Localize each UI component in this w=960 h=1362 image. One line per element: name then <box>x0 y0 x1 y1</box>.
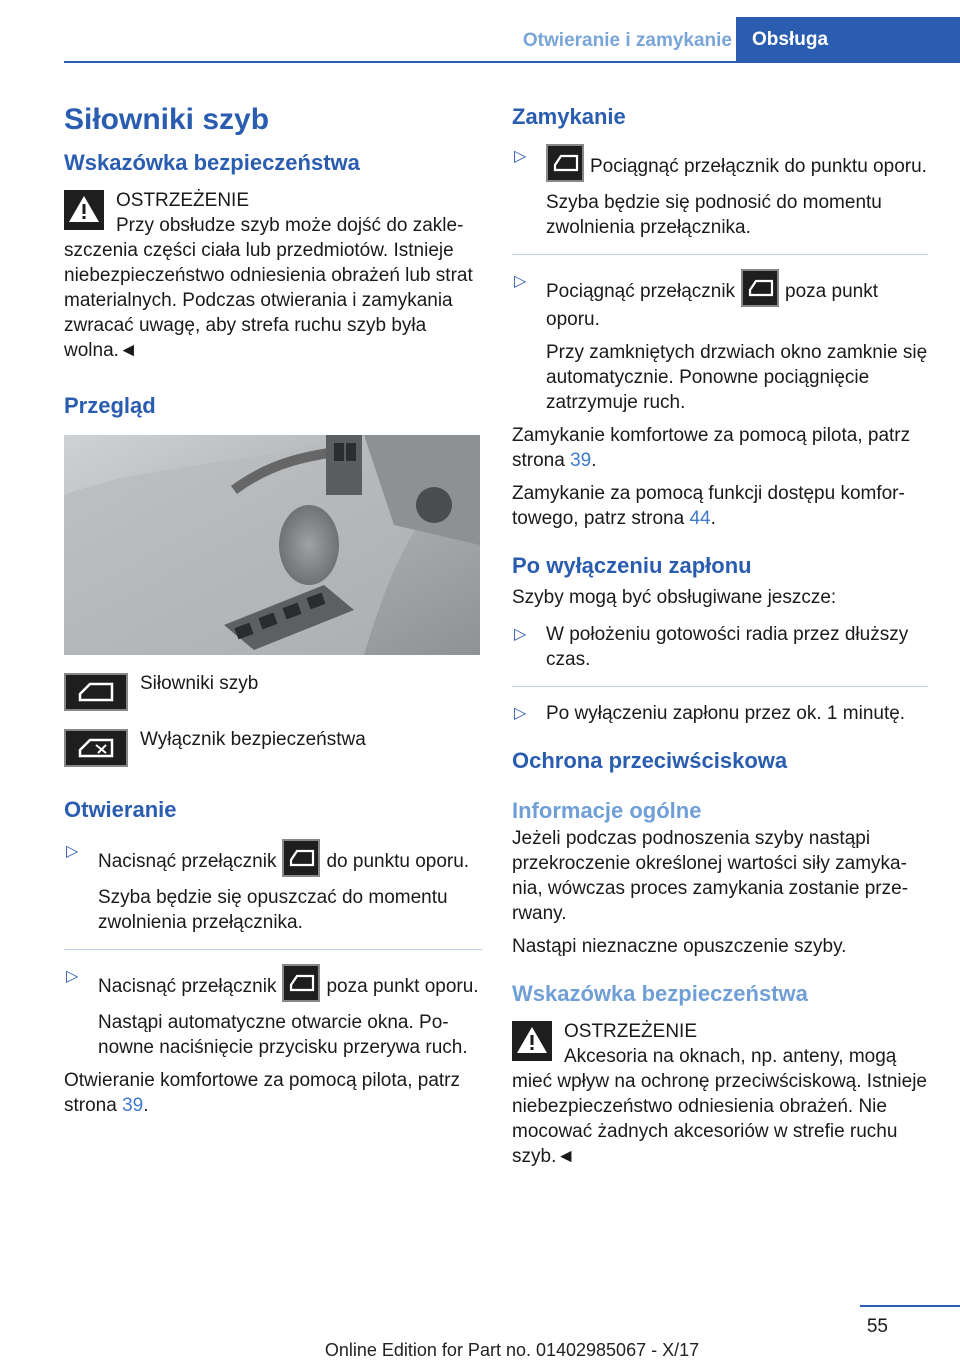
overview-heading: Przegląd <box>64 393 156 418</box>
page-title: Siłowniki szyb <box>64 103 270 136</box>
warning-box-right <box>512 1019 928 1169</box>
warning-text: Akcesoria na oknach, np. anteny, mogą mieć wpływ na ochronę przeciwściskową. Istnieje niebezpieczeństwo odniesienia obrażeń. Nie mocować żadnych akcesoriów w strefie ruchu szyb.◄ <box>512 1046 927 1167</box>
bullet-marker: ▷ <box>514 273 527 290</box>
warning-triangle-icon <box>64 190 104 230</box>
closing-heading: Zamykanie <box>512 104 626 129</box>
left-column <box>64 98 482 1118</box>
opening-step-1: ▷ Nacisnąć przełącznik do punktu oporu. Szyba będzie się opuszczać do momentu zwolnienia przełącznika. <box>64 839 482 935</box>
section-title: Otwieranie i zamykanie <box>522 30 732 51</box>
chapter-tab[interactable]: Obsługa <box>736 17 960 62</box>
page-header <box>0 0 960 62</box>
page-number: 55 <box>866 1316 888 1337</box>
bullet-marker: ▷ <box>514 148 527 165</box>
page-ref-link[interactable]: 44 <box>689 508 711 529</box>
after-ignition-heading: Po wyłączeniu zapłonu <box>512 553 752 578</box>
legend-label-window: Siłowniki szyb <box>140 673 259 694</box>
warning-triangle-icon <box>512 1021 552 1061</box>
header-rule <box>64 61 960 63</box>
opening-heading: Otwieranie <box>64 797 177 822</box>
edition-note: Online Edition for Part no. 01402985067 - X/17 <box>324 1340 700 1360</box>
door-panel-photo <box>64 435 480 655</box>
comfort-opening-text: Otwieranie komfortowe za pomocą pilota, patrz strona 39. <box>64 1070 461 1116</box>
bullet-marker: ▷ <box>514 626 527 643</box>
after-ignition-item-1: ▷ W położeniu gotowości radia przez dłuższy czas. <box>514 624 909 670</box>
comfort-access-text: Zamykanie za pomocą funkcji dostępu komfortowego, patrz strona 44. <box>512 483 905 529</box>
bullet-marker: ▷ <box>66 968 79 985</box>
legend-label-safety: Wyłącznik bezpieczeństwa <box>140 729 366 750</box>
general-info-text-2: Nastąpi nieznaczne opuszczenie szyby. <box>512 936 847 957</box>
bullet-marker: ▷ <box>66 843 79 860</box>
right-column <box>512 98 928 1169</box>
warning-label: OSTRZEŻENIE <box>116 190 250 211</box>
page-ref-link[interactable]: 39 <box>122 1095 144 1116</box>
bullet-marker: ▷ <box>514 705 527 722</box>
pinch-protection-heading: Ochrona przeciwściskowa <box>512 748 788 773</box>
safety-heading-right: Wskazówka bezpieczeństwa <box>512 981 808 1006</box>
window-switch-icon <box>741 269 779 307</box>
divider <box>64 949 482 950</box>
safety-switch-icon <box>64 729 128 767</box>
window-switch-icon <box>64 673 128 711</box>
footer-rule <box>860 1305 960 1307</box>
comfort-closing-text: Zamykanie komfortowe za pomocą pilota, patrz strona 39. <box>512 425 911 471</box>
closing-step-1: ▷ Pociągnąć przełącznik do punktu oporu. Szyba będzie się podnosić do momentu zwolnienia przełącznika. <box>512 144 928 240</box>
divider <box>512 254 928 255</box>
warning-text: Przy obsłudze szyb może dojść do zakleszczenia części ciała lub przedmiotów. Istnieje niebezpieczeństwo odniesienia obrażeń lub strat materialnych. Podczas otwierania i zamykania zwracać uwagę, aby strefa ruchu szyb była wolna.◄ <box>64 215 473 361</box>
opening-step-2: ▷ Nacisnąć przełącznik poza punkt oporu. Nastąpi automatyczne otwarcie okna. Ponowne naciśnięcie przycisku przerywa ruch. <box>64 964 482 1060</box>
warning-label: OSTRZEŻENIE <box>564 1021 698 1042</box>
general-info-text: Jeżeli podczas podnoszenia szyby nastąpi przekroczenie określonej wartości siły zamykania, wówczas proces zamykania zostanie przerwany. <box>512 828 909 924</box>
after-ignition-item-2: ▷ Po wyłączeniu zapłonu przez ok. 1 minutę. <box>514 703 906 724</box>
warning-box <box>64 188 482 363</box>
page-ref-link[interactable]: 39 <box>570 450 592 471</box>
legend-safety-switch <box>64 729 482 767</box>
safety-heading: Wskazówka bezpieczeństwa <box>64 150 360 175</box>
closing-step-2: ▷ Pociągnąć przełącznik poza punkt oporu. Przy zamkniętych drzwiach okno zamknie się automatycznie. Ponowne pociągnięcie zatrzymuje ruch. <box>512 269 928 415</box>
general-info-heading: Informacje ogólne <box>512 798 702 823</box>
window-switch-icon <box>282 839 320 877</box>
divider <box>512 686 928 687</box>
window-switch-icon <box>546 144 584 182</box>
window-switch-icon <box>282 964 320 1002</box>
after-ignition-text: Szyby mogą być obsługiwane jeszcze: <box>512 587 837 608</box>
legend-window-switch <box>64 673 482 711</box>
